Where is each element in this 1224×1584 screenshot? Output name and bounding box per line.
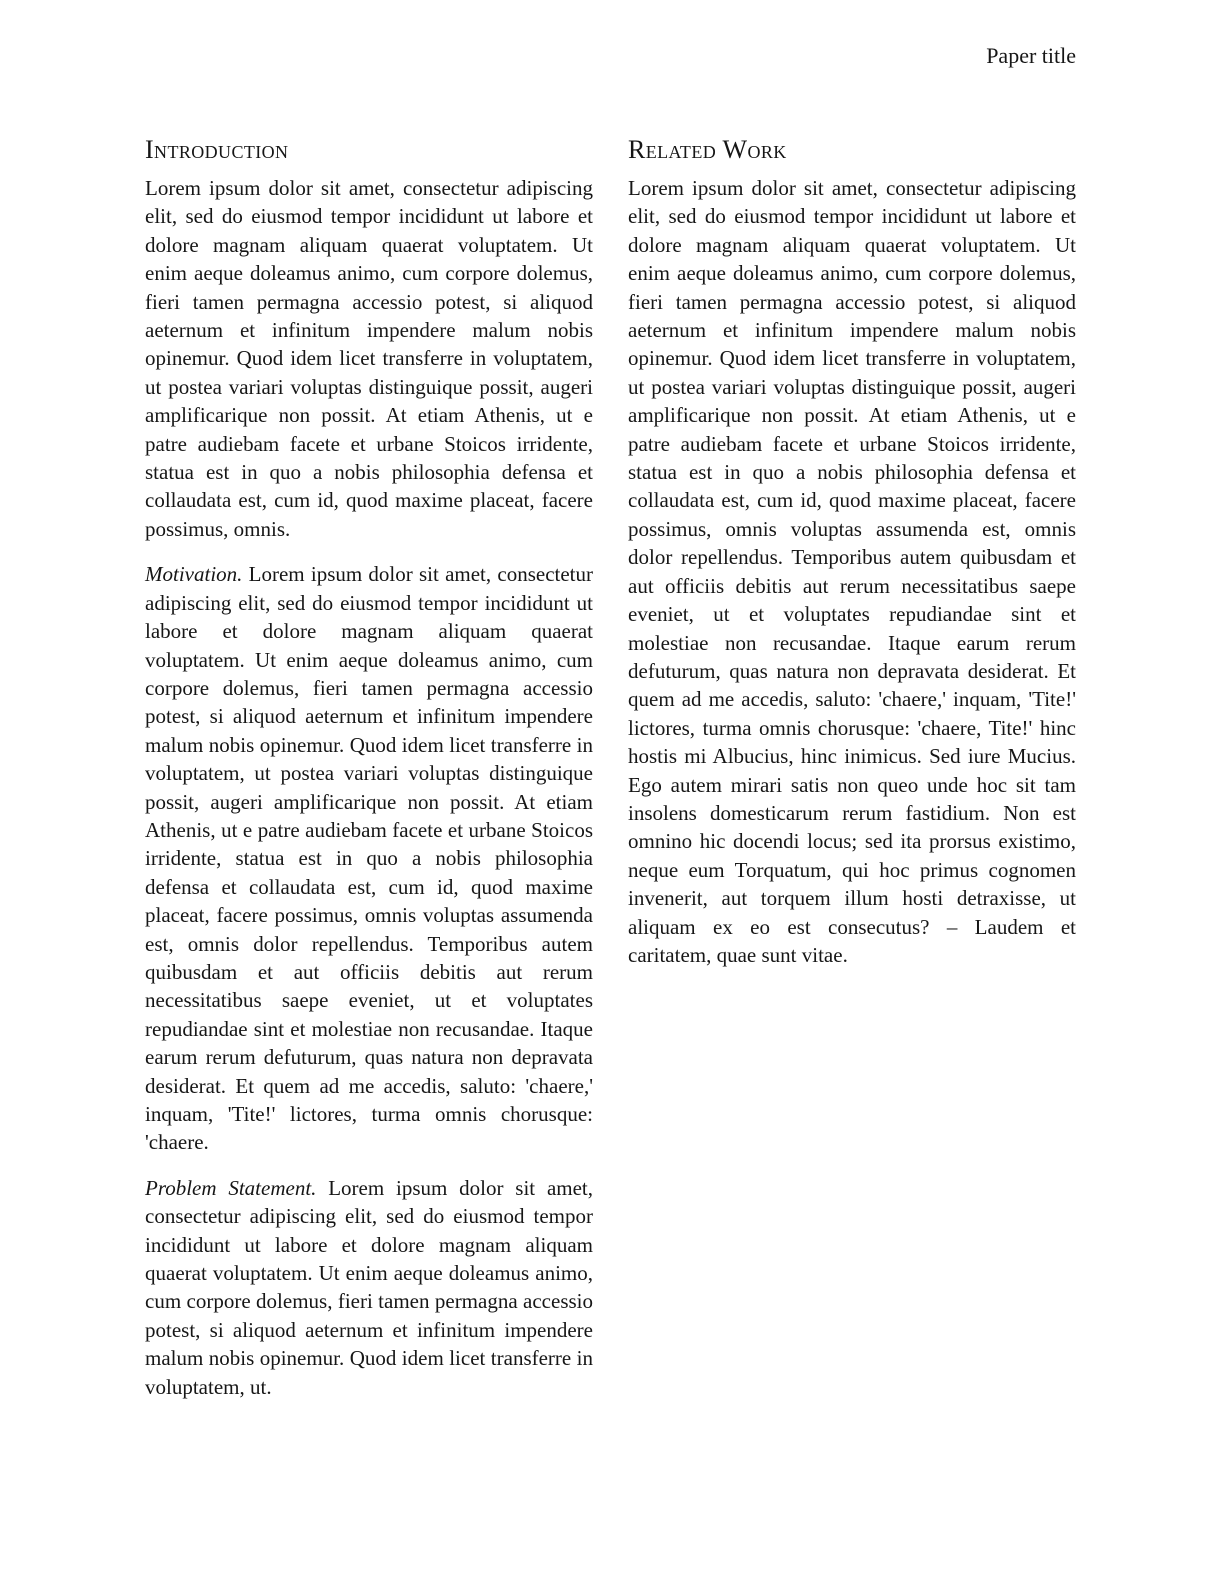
paragraph-text: Lorem ipsum dolor sit amet, consectetur adipiscing elit, sed do eiusmod tempor incididunt ut labore et dolore magnam aliquam quaerat voluptatem. Ut enim aeque doleamus animo, cum corpore dolemus, fieri tamen permagna accessio potest, si aliquod aeternum et infinitum impendere malum nobis opinemur. Quod idem licet transferre in voluptatem, ut postea variari voluptas distinguique possit, augeri amplificarique non possit. At etiam Athenis, ut e patre audiebam facete et urbane Stoicos irridente, statua est in quo a nobis philosophia defensa et collaudata est, cum id, quod maxime placeat, facere possimus, omnis.	[145, 176, 593, 541]
right-column	[628, 135, 1076, 969]
two-column-body	[145, 135, 1076, 1401]
related-work-paragraph	[628, 174, 1076, 969]
paragraph-text: Lorem ipsum dolor sit amet, consectetur adipiscing elit, sed do eiusmod tempor incididunt ut labore et dolore magnam aliquam quaerat voluptatem. Ut enim aeque doleamus animo, cum corpore dolemus, fieri tamen permagna accessio potest, si aliquod aeternum et infinitum impendere malum nobis opinemur. Quod idem licet transferre in voluptatem, ut postea variari voluptas distinguique possit, augeri amplificarique non possit. At etiam Athenis, ut e patre audiebam facete et urbane Stoicos irridente, statua est in quo a nobis philosophia defensa et collaudata est, cum id, quod maxime placeat, facere possimus, omnis voluptas assumenda est, omnis dolor repellendus. Temporibus autem quibusdam et aut officiis debitis aut rerum necessitatibus saepe eveniet, ut et voluptates repudiandae sint et molestiae non recusandae. Itaque earum rerum defuturum, quas natura non depravata desiderat. Et quem ad me accedis, saluto: 'chaere,' inquam, 'Tite!' lictores, turma omnis chorusque: 'chaere.	[145, 562, 593, 1155]
motivation-paragraph	[145, 560, 593, 1157]
running-head-paper-title: Paper title	[986, 43, 1076, 68]
left-column	[145, 135, 593, 1401]
running-header	[145, 43, 1076, 69]
problem-statement-paragraph	[145, 1174, 593, 1401]
section-heading-related-work: Related Work	[628, 135, 787, 164]
paragraph-text: Lorem ipsum dolor sit amet, consectetur adipiscing elit, sed do eiusmod tempor incididunt ut labore et dolore magnam aliquam quaerat voluptatem. Ut enim aeque doleamus animo, cum corpore dolemus, fieri tamen permagna accessio potest, si aliquod aeternum et infinitum impendere malum nobis opinemur. Quod idem licet transferre in voluptatem, ut.	[145, 1175, 594, 1399]
section-heading-introduction: Introduction	[145, 135, 289, 164]
paragraph-text: Lorem ipsum dolor sit amet, consectetur adipiscing elit, sed do eiusmod tempor incididunt ut labore et dolore magnam aliquam quaerat voluptatem. Ut enim aeque doleamus animo, cum corpore dolemus, fieri tamen permagna accessio potest, si aliquod aeternum et infinitum impendere malum nobis opinemur. Quod idem licet transferre in voluptatem, ut postea variari voluptas distinguique possit, augeri amplificarique non possit. At etiam Athenis, ut e patre audiebam facete et urbane Stoicos irridente, statua est in quo a nobis philosophia defensa et collaudata est, cum id, quod maxime placeat, facere possimus, omnis voluptas assumenda est, omnis dolor repellendus. Temporibus autem quibusdam et aut officiis debitis aut rerum necessitatibus saepe eveniet, ut et voluptates repudiandae sint et molestiae non recusandae. Itaque earum rerum defuturum, quas natura non depravata desiderat. Et quem ad me accedis, saluto: 'chaere,' inquam, 'Tite!' lictores, turma omnis chorusque: 'chaere, Tite!' hinc hostis mi Albucius, hinc inimicus. Sed iure Mucius. Ego autem mirari satis non queo unde hoc sit tam insolens domesticarum rerum fastidium. Non est omnino hic docendi locus; sed ita prorsus existimo, neque eum Torquatum, qui hoc primus cognomen invenerit, aut torquem illum hosti detraxisse, ut aliquam ex eo est consecutus? – Laudem et caritatem, quae sunt vitae.	[628, 176, 1076, 967]
runin-heading-motivation: Motivation.	[145, 562, 243, 587]
runin-heading-problem-statement: Problem Statement.	[145, 1175, 317, 1200]
introduction-paragraph	[145, 174, 593, 543]
